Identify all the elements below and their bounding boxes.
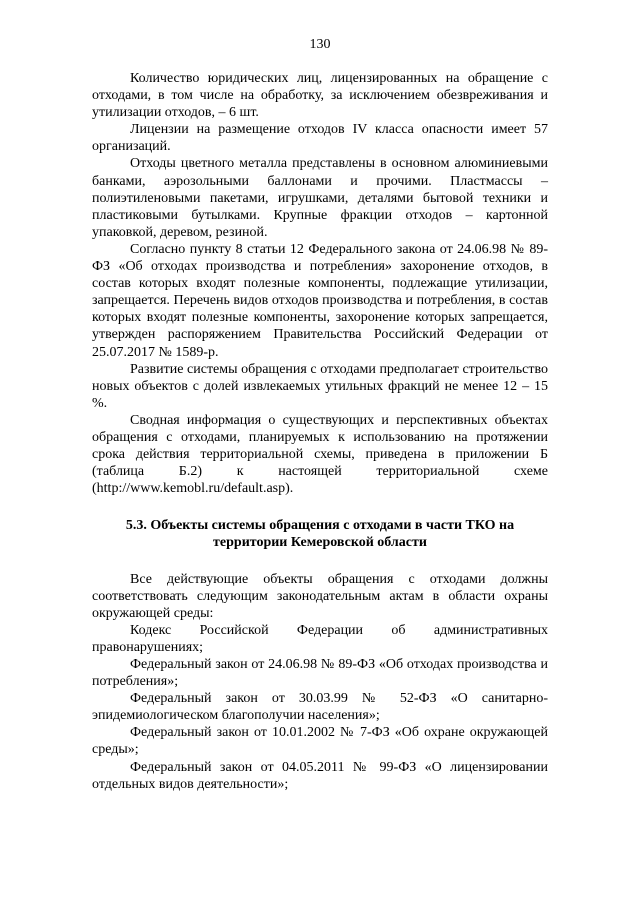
paragraph: Лицензии на размещение отходов IV класса опасности имеет 57 организаций. xyxy=(92,122,548,155)
section-heading-line: территории Кемеровской области xyxy=(213,535,427,551)
paragraph: Федеральный закон от 04.05.2011 № 99-ФЗ «О лицензировании отдельных видов деятельности»; xyxy=(92,759,548,792)
paragraph: Отходы цветного металла представлены в основном алюминиевыми банками, аэрозольными баллонами и прочими. Пластмассы – полиэтиленовыми пакетами, игрушками, деталями бытовой техники и пластиковыми бутылками. Крупные фракции отходов – картонной упаковкой, деревом, резиной. xyxy=(92,156,548,240)
paragraph: Согласно пункту 8 статьи 12 Федерального закона от 24.06.98 № 89-ФЗ «Об отходах производства и потребления» захоронение отходов, в состав которых входят полезные компоненты, подлежащие утилизации, запрещается. Перечень видов отходов производства и потребления, в состав которых входят полезные компоненты, захоронение которых запрещается, утвержден распоряжением Правительства Российский Федерации от 25.07.2017 № 1589-р. xyxy=(92,241,548,360)
section-heading-line: 5.3. Объекты системы обращения с отходами в части ТКО на xyxy=(125,518,515,534)
paragraph: Федеральный закон от 10.01.2002 № 7-ФЗ «Об охране окружающей среды»; xyxy=(92,725,548,758)
paragraph: Развитие системы обращения с отходами предполагает строительство новых объектов с долей извлекаемых утильных фракций не менее 12 – 15 %. xyxy=(92,361,548,411)
paragraph: Федеральный закон от 24.06.98 № 89-ФЗ «Об отходах производства и потребления»; xyxy=(92,657,548,690)
page-number: 130 xyxy=(309,37,331,52)
paragraph: Все действующие объекты обращения с отходами должны соответствовать следующим законодательным актам в области охраны окружающей среды: xyxy=(92,571,548,621)
paragraph: Кодекс Российской Федерации об административных правонарушениях; xyxy=(92,622,548,655)
paragraph: Количество юридических лиц, лицензированных на обращение с отходами, в том числе на обработку, за исключением обезвреживания и утилизации отходов, – 6 шт. xyxy=(92,71,548,121)
page-body xyxy=(92,70,548,793)
section-heading xyxy=(92,517,548,551)
paragraph: Сводная информация о существующих и перспективных объектах обращения с отходами, планируемых к использованию на протяжении срока действия территориальной схемы, приведена в приложении Б (таблица Б.2) к настоящей территориальной схеме (http://www.kemobl.ru/default.asp). xyxy=(92,412,548,497)
paragraph: Федеральный закон от 30.03.99 № 52-ФЗ «О санитарно-эпидемиологическом благополучии населения»; xyxy=(92,691,548,724)
